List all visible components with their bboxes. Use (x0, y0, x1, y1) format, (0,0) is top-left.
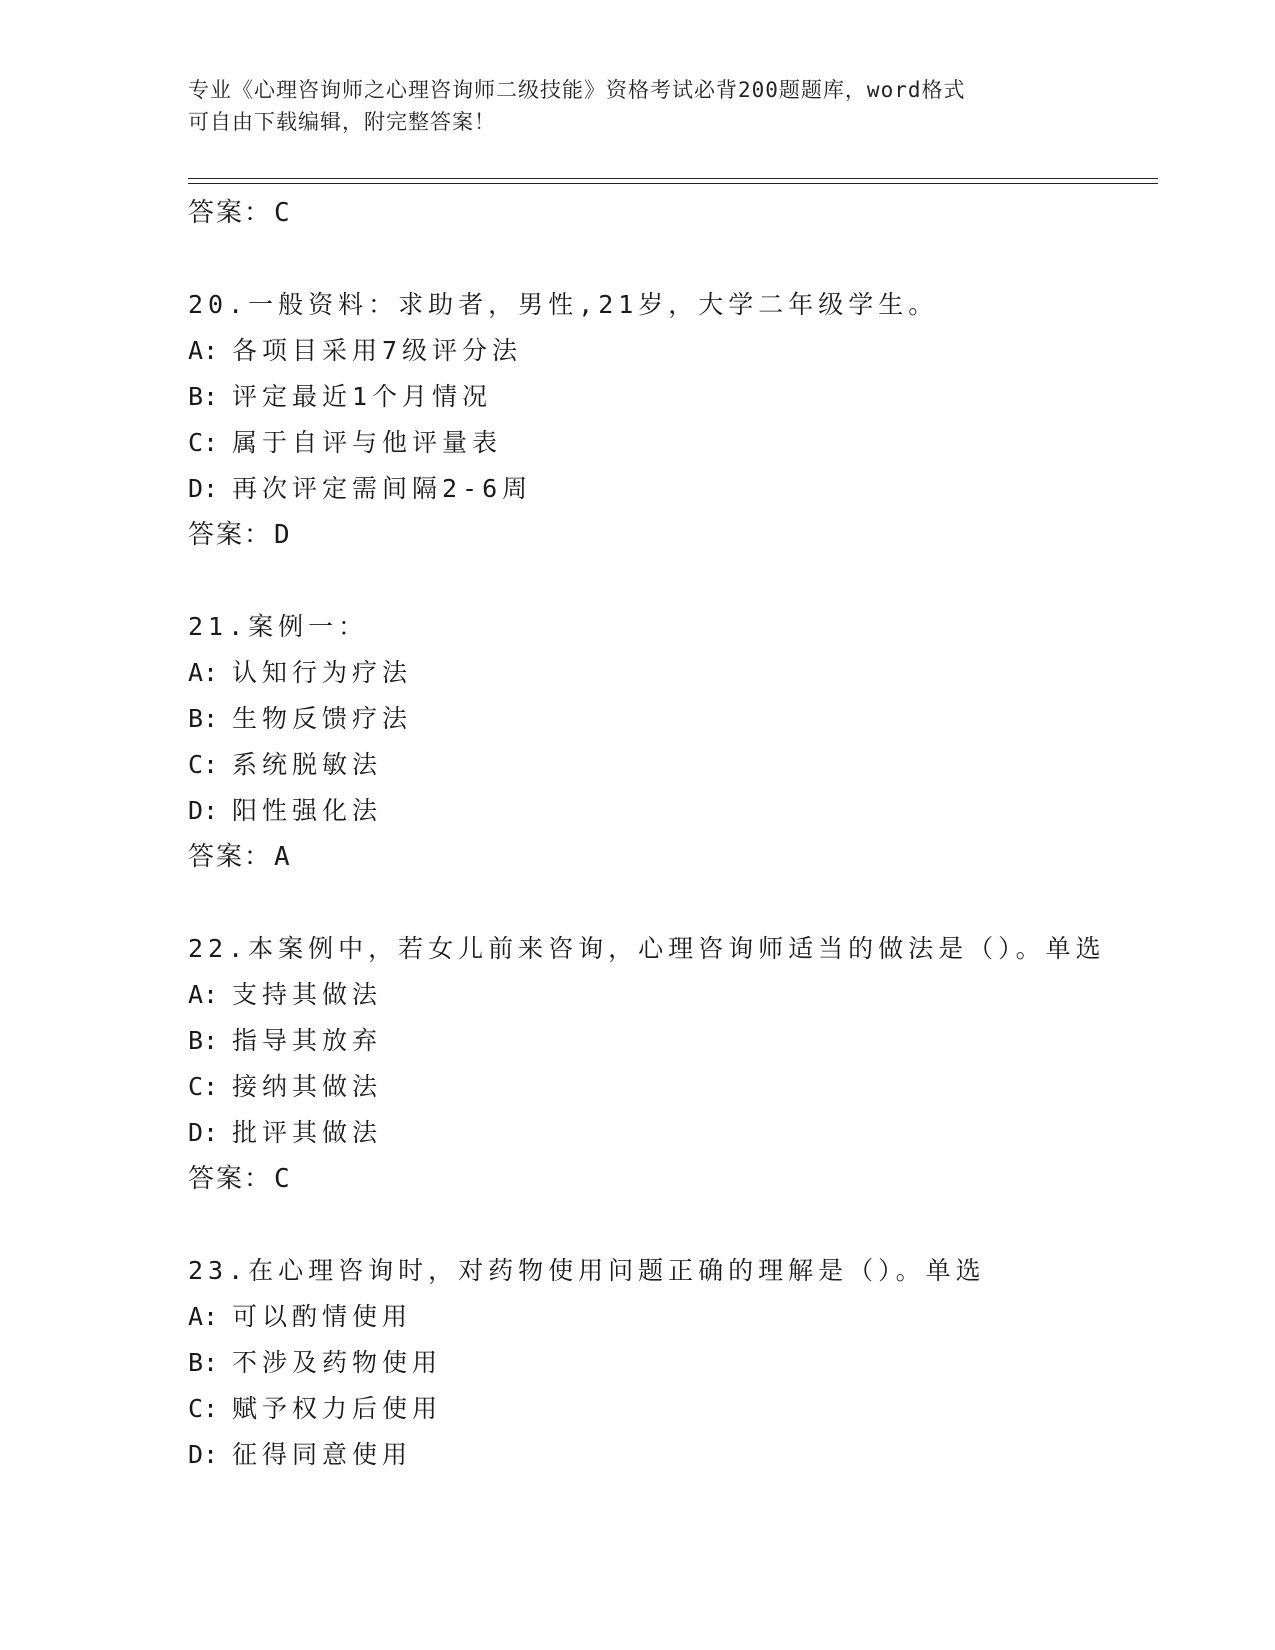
option-text: 属于自评与他评量表 (232, 428, 503, 457)
question-answer (188, 512, 1168, 558)
option-b (188, 696, 1168, 742)
option-a (188, 972, 1168, 1018)
question-stem: 22.本案例中，若女儿前来咨询，心理咨询师适当的做法是（）。单选 (188, 934, 1106, 963)
header-divider-bottom (188, 183, 1158, 184)
option-b (188, 1340, 1168, 1386)
option-c (188, 742, 1168, 788)
question-stem: 20.一般资料：求助者，男性,21岁，大学二年级学生。 (188, 290, 939, 319)
option-key: D: (188, 474, 219, 503)
option-key: C: (188, 428, 219, 457)
option-d (188, 466, 1168, 512)
option-key: B: (188, 704, 219, 733)
answer-label: 答案： (188, 842, 273, 872)
option-key: C: (188, 1072, 219, 1101)
option-text: 征得同意使用 (232, 1440, 413, 1469)
option-d (188, 1110, 1168, 1156)
option-text: 各项目采用7级评分法 (232, 336, 523, 365)
option-key: A: (188, 336, 219, 365)
option-b (188, 374, 1168, 420)
option-key: A: (188, 980, 219, 1009)
question-list (188, 190, 1168, 1478)
previous-answer (188, 190, 1168, 236)
header-line-2: 可自由下载编辑，附完整答案！ (188, 110, 496, 134)
question-stem: 23.在心理咨询时，对药物使用问题正确的理解是（）。单选 (188, 1256, 986, 1285)
option-text: 指导其放弃 (232, 1026, 383, 1055)
option-c (188, 1064, 1168, 1110)
answer-label: 答案： (188, 1164, 273, 1194)
option-key: B: (188, 382, 219, 411)
option-text: 接纳其做法 (232, 1072, 383, 1101)
option-key: C: (188, 750, 219, 779)
option-key: D: (188, 1440, 219, 1469)
option-a (188, 328, 1168, 374)
option-text: 评定最近1个月情况 (232, 382, 493, 411)
option-d (188, 788, 1168, 834)
option-key: D: (188, 1118, 219, 1147)
option-key: A: (188, 658, 219, 687)
question-stem: 21.案例一： (188, 612, 369, 641)
header-divider-top (188, 178, 1158, 179)
option-text: 阳性强化法 (232, 796, 383, 825)
option-text: 认知行为疗法 (232, 658, 413, 687)
option-text: 支持其做法 (232, 980, 383, 1009)
document-header (188, 74, 1068, 138)
question-block-20 (188, 282, 1168, 558)
answer-value: C (274, 1164, 292, 1194)
option-text: 再次评定需间隔2-6周 (232, 474, 533, 503)
option-b (188, 1018, 1168, 1064)
option-key: D: (188, 796, 219, 825)
answer-value: C (274, 198, 292, 228)
question-block-22 (188, 926, 1168, 1202)
header-line-1: 专业《心理咨询师之心理咨询师二级技能》资格考试必背200题题库，word格式 (188, 78, 966, 102)
option-key: B: (188, 1348, 219, 1377)
question-block-21 (188, 604, 1168, 880)
option-text: 不涉及药物使用 (232, 1348, 443, 1377)
answer-value: D (274, 520, 292, 550)
option-a (188, 1294, 1168, 1340)
option-key: B: (188, 1026, 219, 1055)
option-key: A: (188, 1302, 219, 1331)
question-answer (188, 834, 1168, 880)
option-d (188, 1432, 1168, 1478)
option-a (188, 650, 1168, 696)
option-c (188, 1386, 1168, 1432)
answer-value: A (274, 842, 292, 872)
option-c (188, 420, 1168, 466)
question-block-23 (188, 1248, 1168, 1478)
question-answer (188, 1156, 1168, 1202)
option-text: 系统脱敏法 (232, 750, 383, 779)
option-text: 可以酌情使用 (232, 1302, 413, 1331)
option-text: 赋予权力后使用 (232, 1394, 443, 1423)
option-text: 批评其做法 (232, 1118, 383, 1147)
answer-label: 答案： (188, 520, 273, 550)
option-key: C: (188, 1394, 219, 1423)
answer-label: 答案： (188, 198, 273, 228)
option-text: 生物反馈疗法 (232, 704, 413, 733)
